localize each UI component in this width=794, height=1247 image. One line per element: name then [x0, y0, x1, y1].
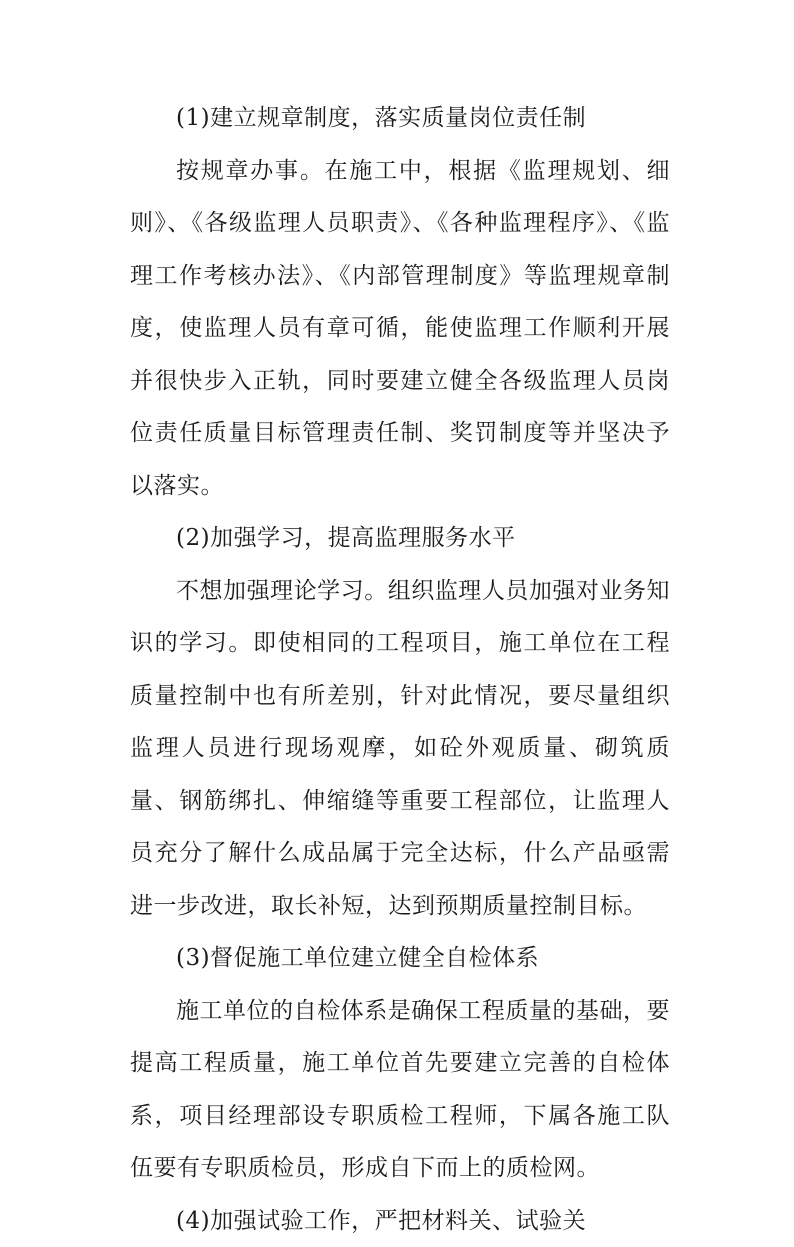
section-paragraph-1: 按规章办事。在施工中，根据《监理规划、细则》、《各级监理人员职责》、《各种监理程序》、《监理工作考核办法》、《内部管理制度》等监理规章制度，使监理人员有章可循，能使监理工作顺利开展并很快步入正轨，同时要建立健全各级监理人员岗位责任质量目标管理责任制、奖罚制度等并坚决予以落实。	[130, 145, 670, 513]
section-heading-1: (1)建立规章制度，落实质量岗位责任制	[130, 92, 670, 145]
section-heading-3: (3)督促施工单位建立健全自检体系	[130, 932, 670, 985]
section-paragraph-3: 施工单位的自检体系是确保工程质量的基础，要提高工程质量，施工单位首先要建立完善的自检体系，项目经理部设专职质检工程师，下属各施工队伍要有专职质检员，形成自下而上的质检网。	[130, 985, 670, 1195]
section-heading-2: (2)加强学习，提高监理服务水平	[130, 512, 670, 565]
section-heading-4: (4)加强试验工作，严把材料关、试验关	[130, 1195, 670, 1247]
document-body	[130, 92, 670, 1247]
section-paragraph-2: 不想加强理论学习。组织监理人员加强对业务知识的学习。即使相同的工程项目，施工单位在工程质量控制中也有所差别，针对此情况，要尽量组织监理人员进行现场观摩，如砼外观质量、砌筑质量、钢筋绑扎、伸缩缝等重要工程部位，让监理人员充分了解什么成品属于完全达标，什么产品亟需进一步改进，取长补短，达到预期质量控制目标。	[130, 565, 670, 933]
